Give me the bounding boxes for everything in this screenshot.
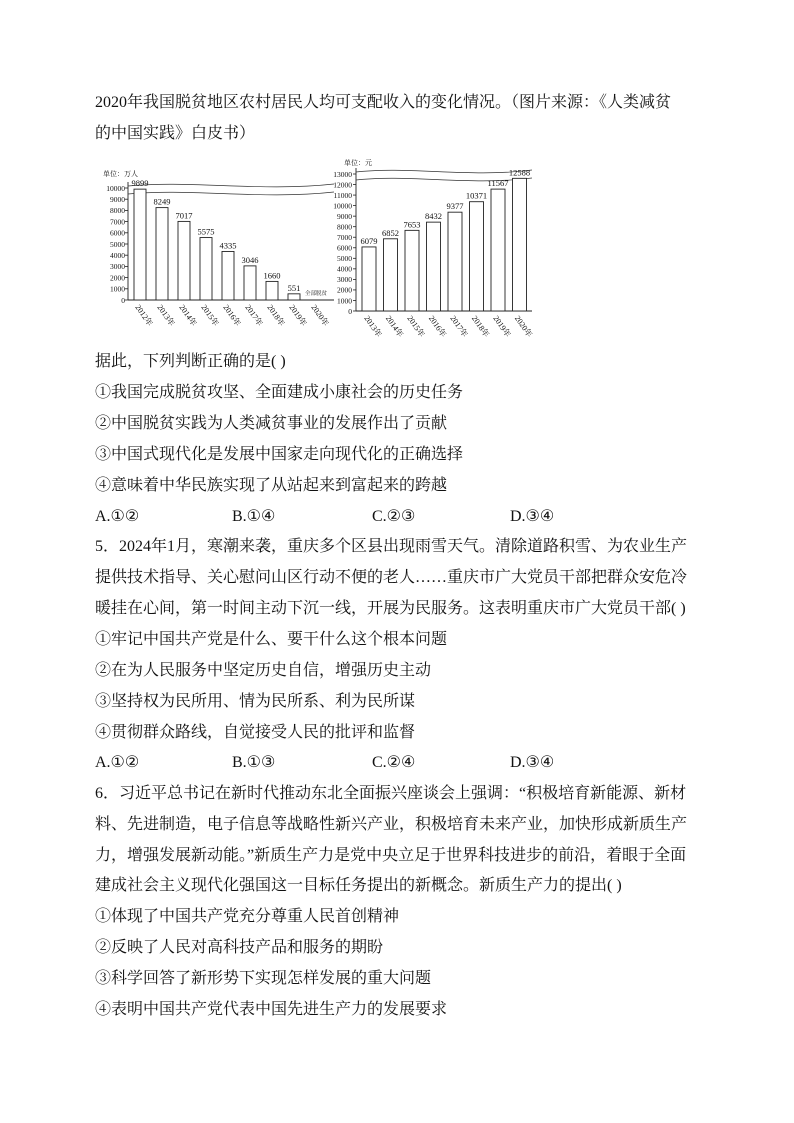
y-tick-label: 10000: [333, 201, 352, 211]
y-tick-label: 6000: [110, 228, 125, 238]
x-tick-label: 2018年: [469, 313, 491, 339]
question-stem-line: 5．2024年1月，寒潮来袭，重庆多个区县出现雨雪天气。清除道路积雪、为农业生产: [95, 538, 688, 555]
bar: [491, 189, 505, 311]
question-stem-line: 暖挂在心间，第一时间主动下沉一线，开展为民服务。这表明重庆市广大党员干部( ): [95, 600, 686, 617]
question-stem-line: 建成社会主义现代化强国这一目标任务提出的新概念。新质生产力的提出( ): [95, 877, 622, 894]
plot-top-band: [128, 192, 334, 195]
data-label: 8432: [425, 211, 442, 222]
bar: [405, 230, 419, 311]
bar: [362, 247, 376, 311]
data-label: 551: [287, 282, 301, 293]
y-tick-label: 13000: [333, 169, 352, 179]
y-tick-label: 3000: [337, 275, 352, 285]
data-label: 12588: [508, 167, 531, 178]
bar: [288, 294, 300, 300]
y-tick-label: 12000: [333, 180, 352, 190]
statement-3: ③科学回答了新形势下实现怎样发展的重大问题: [95, 970, 432, 987]
y-tick-label: 8000: [110, 206, 125, 216]
data-label: 7653: [403, 219, 421, 230]
statement-3: ③中国式现代化是发展中国家走向现代化的正确选择: [95, 446, 464, 463]
plot-top-band: [356, 170, 532, 173]
data-label: 5575: [197, 226, 215, 237]
y-tick-label: 0: [121, 295, 125, 305]
statement-4: ④贯彻群众路线，自觉接受人民的批评和监督: [95, 724, 416, 741]
bar: [427, 222, 441, 311]
data-label: 8249: [153, 196, 171, 207]
statement-1: ①体现了中国共产党充分尊重人民首创精神: [95, 908, 400, 925]
y-tick-label: 9000: [337, 211, 352, 221]
statement-2: ②在为人民服务中坚定历史自信，增强历史主动: [95, 662, 432, 679]
statement-3: ③坚持权为民所用、情为民所系、利为民所谋: [95, 693, 416, 710]
question-intro-line: 2020年我国脱贫地区农村居民人均可支配收入的变化情况。（图片来源：《人类减贫: [95, 94, 672, 111]
data-label: 1660: [263, 270, 281, 281]
y-tick-label: 7000: [110, 217, 125, 227]
y-tick-label: 1000: [337, 296, 352, 306]
data-label: 全部脱贫: [304, 291, 328, 297]
poverty-population-bar-chart: [98, 160, 338, 338]
income-bar-chart: [328, 150, 543, 345]
question-stem-line: 提供技术指导、关心慰问山区行动不便的老人……重庆市广大党员干部把群众安危冷: [95, 569, 688, 586]
y-tick-label: 8000: [337, 222, 352, 232]
x-tick-label: 2019年: [491, 313, 513, 339]
bar: [448, 212, 462, 311]
question-stem-line: 料、先进制造，电子信息等战略性新兴产业，积极培育未来产业，加快形成新质生产: [95, 816, 688, 833]
bar: [222, 251, 234, 300]
y-tick-label: 7000: [337, 233, 352, 243]
data-label: 4335: [219, 240, 237, 251]
data-label: 10371: [465, 190, 488, 201]
x-tick-label: 2019年: [287, 302, 309, 328]
bar: [178, 221, 190, 300]
statement-2: ②中国脱贫实践为人类减贫事业的发展作出了贡献: [95, 415, 448, 432]
option-c: C.②④: [372, 754, 416, 771]
data-label: 9899: [131, 178, 149, 189]
option-a: A.①②: [95, 508, 140, 525]
y-tick-label: 2000: [110, 273, 125, 283]
data-label: 3046: [241, 254, 259, 265]
y-tick-label: 1000: [110, 284, 125, 294]
bar: [384, 239, 398, 311]
y-tick-label: 11000: [333, 190, 352, 200]
data-label: 7017: [175, 210, 193, 221]
question-intro-line: 的中国实践》白皮书）: [95, 125, 256, 142]
x-tick-label: 2014年: [383, 313, 405, 339]
y-tick-label: 4000: [337, 264, 352, 274]
x-tick-label: 2020年: [512, 313, 534, 339]
x-tick-label: 2018年: [265, 302, 287, 328]
statement-4: ④表明中国共产党代表中国先进生产力的发展要求: [95, 1001, 448, 1018]
y-tick-label: 4000: [110, 251, 125, 260]
data-label: 11567: [487, 178, 509, 189]
y-tick-label: 5000: [337, 254, 352, 264]
x-tick-label: 2015年: [405, 313, 427, 339]
x-tick-label: 2014年: [177, 302, 199, 328]
bar: [470, 202, 484, 311]
unit-label: 单位：万人: [103, 170, 138, 178]
y-tick-label: 0: [348, 306, 352, 316]
x-tick-label: 2016年: [221, 302, 243, 328]
x-tick-label: 2020年: [309, 302, 331, 328]
option-d: D.③④: [510, 754, 555, 771]
option-d: D.③④: [510, 508, 555, 525]
y-tick-label: 5000: [110, 239, 125, 249]
option-b: B.①③: [232, 754, 276, 771]
y-tick-label: 2000: [337, 285, 352, 295]
y-tick-label: 10000: [106, 183, 125, 193]
question-stem: 据此，下列判断正确的是( ): [95, 353, 286, 370]
x-tick-label: 2013年: [362, 313, 384, 339]
y-tick-label: 6000: [337, 243, 352, 253]
x-tick-label: 2017年: [243, 302, 265, 328]
data-label: 9377: [446, 201, 464, 212]
statement-2: ②反映了人民对高科技产品和服务的期盼: [95, 939, 384, 956]
data-label: 6852: [382, 227, 399, 238]
option-b: B.①④: [232, 508, 276, 525]
option-c: C.②③: [372, 508, 416, 525]
bar: [244, 266, 256, 300]
bar: [200, 238, 212, 300]
bar: [134, 189, 146, 300]
bar: [513, 178, 527, 311]
bar: [266, 281, 278, 300]
statement-4: ④意味着中华民族实现了从站起来到富起来的跨越: [95, 477, 448, 494]
question-stem-line: 6．习近平总书记在新时代推动东北全面振兴座谈会上强调：“积极培育新能源、新材: [95, 785, 687, 802]
x-tick-label: 2013年: [155, 302, 177, 328]
y-tick-label: 9000: [110, 195, 125, 204]
x-tick-label: 2016年: [426, 313, 448, 339]
question-stem-line: 力，增强发展新动能。”新质生产力是党中央立足于世界科技进步的前沿，着眼于全面: [95, 847, 687, 864]
x-tick-label: 2015年: [199, 302, 221, 328]
x-tick-label: 2017年: [448, 313, 470, 339]
x-tick-label: 2012年: [133, 302, 155, 328]
plot-top-band: [128, 184, 334, 187]
unit-label: 单位：元: [344, 159, 372, 167]
statement-1: ①牢记中国共产党是什么、要干什么这个根本问题: [95, 631, 448, 648]
data-label: 6079: [360, 235, 378, 246]
y-tick-label: 3000: [110, 262, 125, 272]
statement-1: ①我国完成脱贫攻坚、全面建成小康社会的历史任务: [95, 384, 464, 401]
option-a: A.①②: [95, 754, 140, 771]
bar: [156, 208, 168, 300]
